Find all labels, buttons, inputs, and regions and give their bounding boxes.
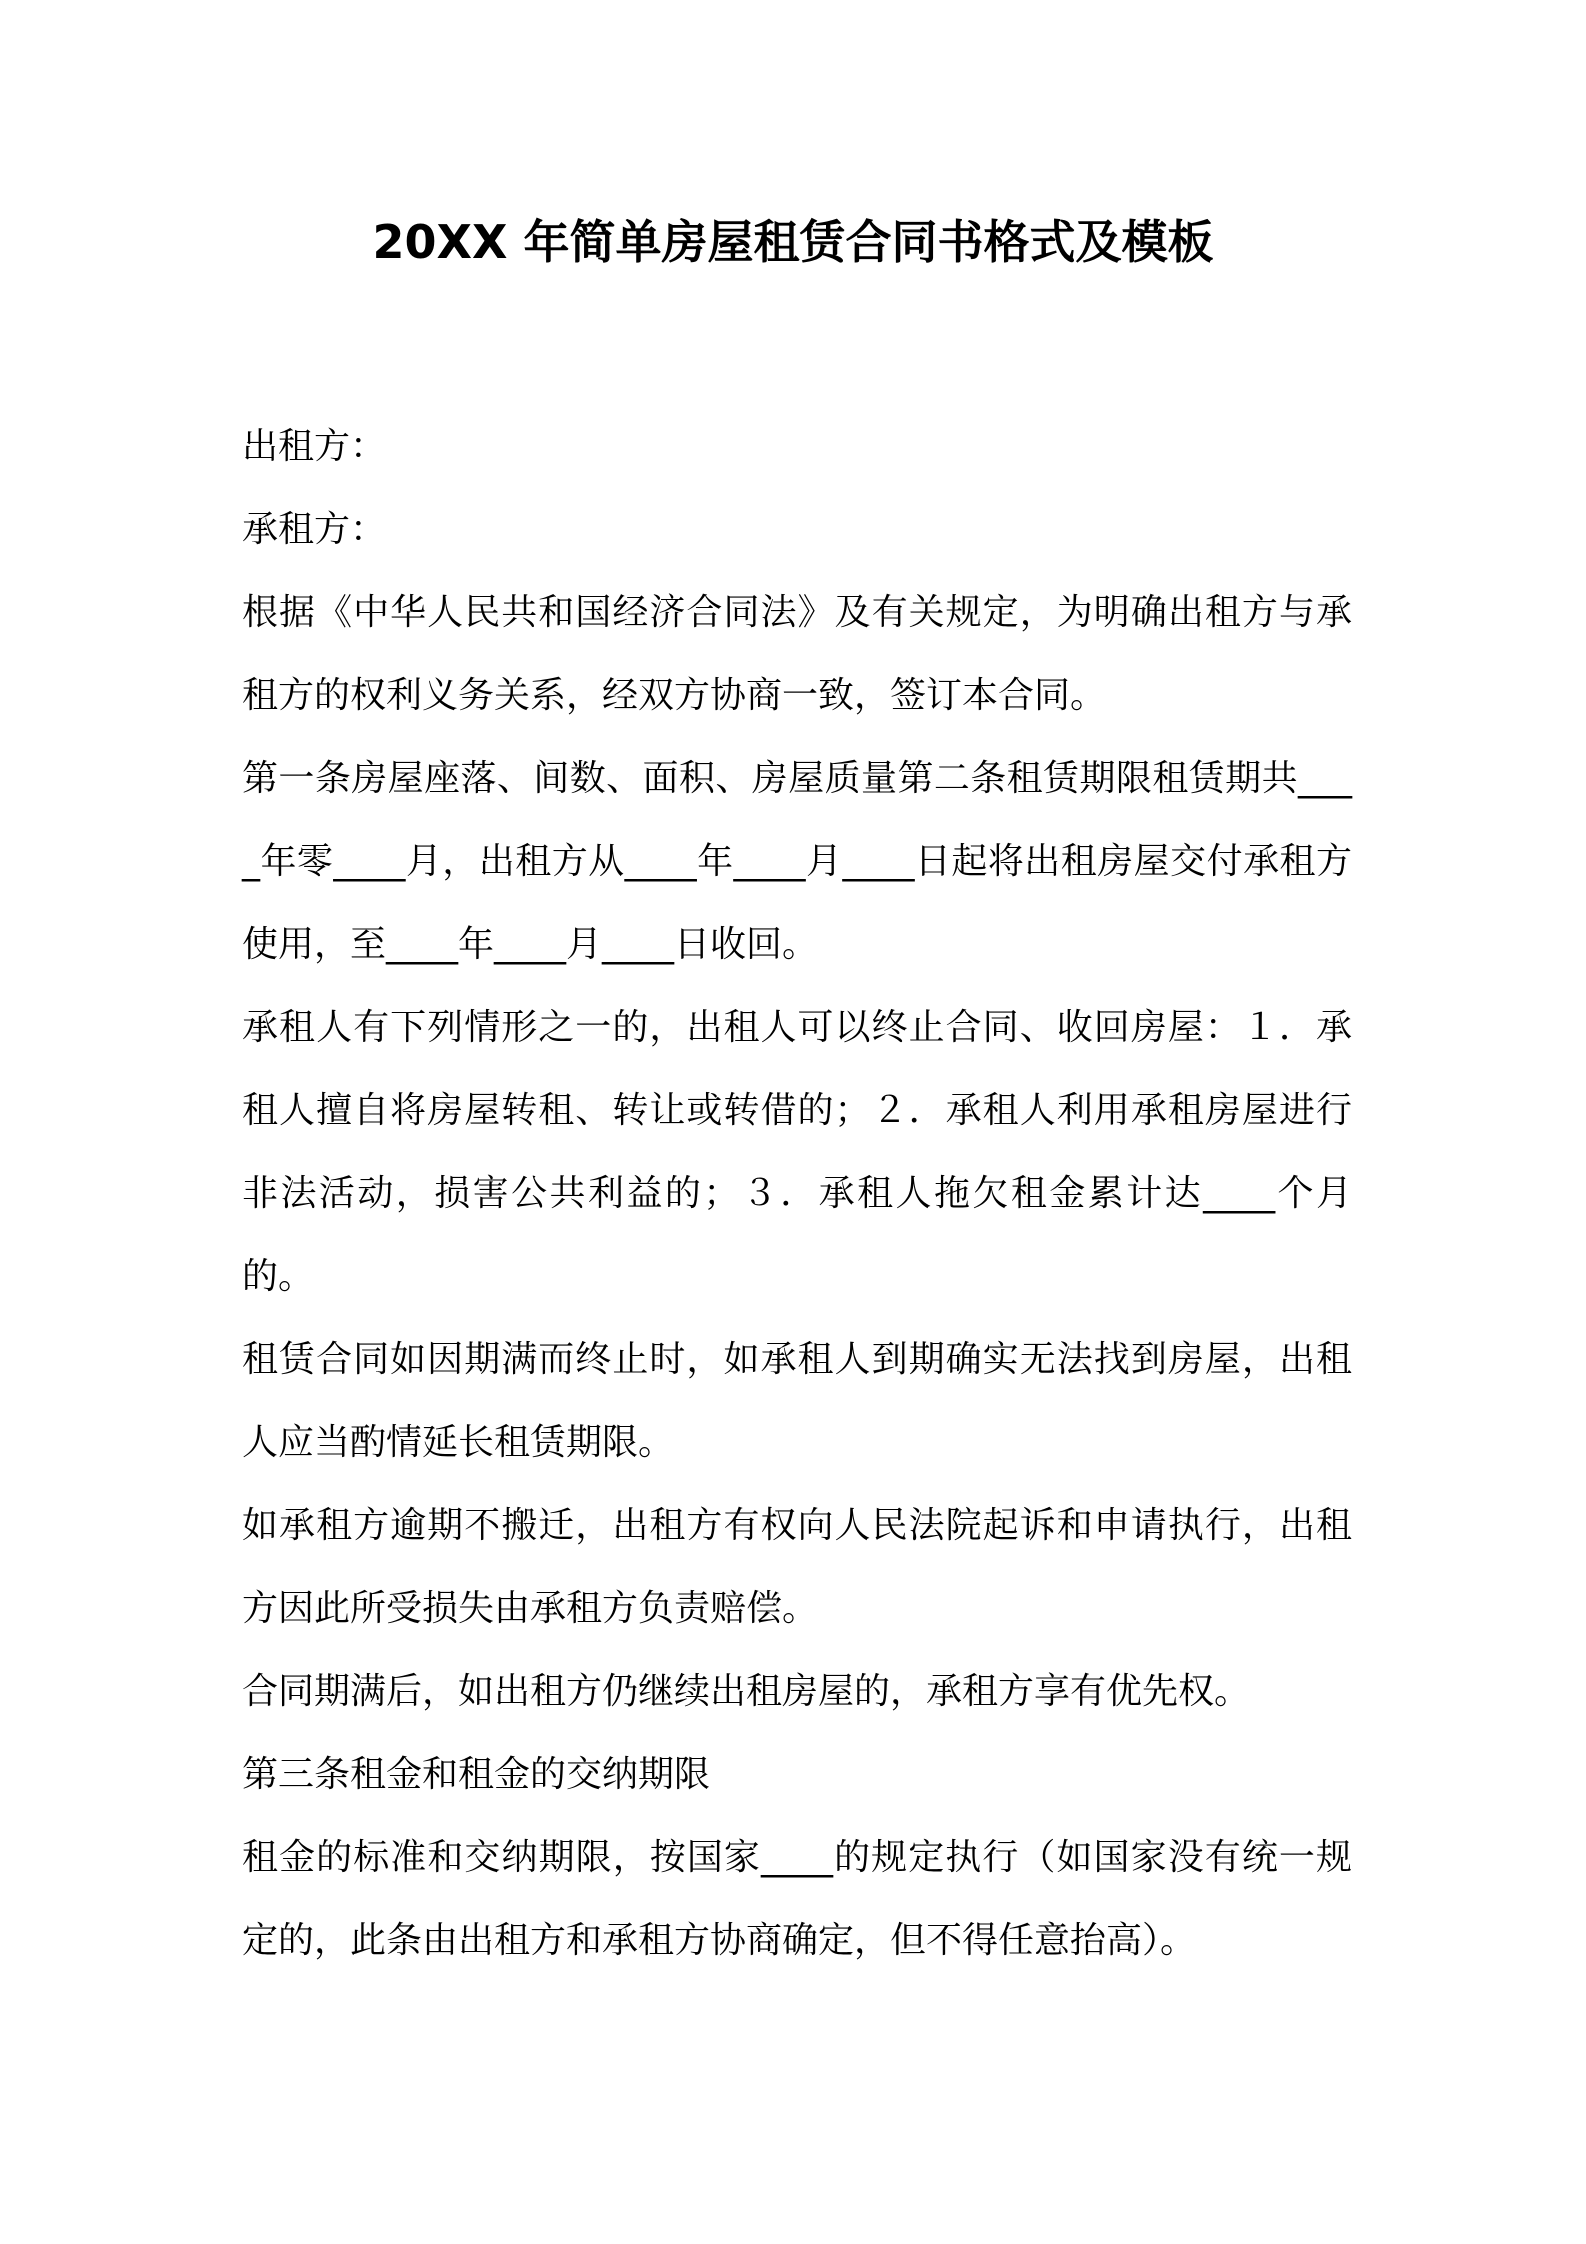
- paragraph-preamble: 根据《中华人民共和国经济合同法》及有关规定，为明确出租方与承租方的权利义务关系，经双方协商一致，签订本合同。: [242, 592, 1352, 716]
- paragraph-article-3-heading: 第三条租金和租金的交纳期限: [242, 1754, 711, 1795]
- paragraph-lessee: 承租方：: [242, 509, 387, 550]
- paragraph-extension: 租赁合同如因期满而终止时，如承租人到期确实无法找到房屋，出租人应当酌情延长租赁期限。: [242, 1339, 1352, 1463]
- document-body: [242, 405, 1352, 1982]
- document-title: 20XX 年简单房屋租赁合同书格式及模板: [372, 215, 1214, 269]
- paragraph-lessor: 出租方：: [242, 426, 387, 467]
- paragraph-article-1-2: 第一条房屋座落、间数、面积、房屋质量第二条租赁期限租赁期共____年零____月，出租方从____年____月____日起将出租房屋交付承租方使用，至____年____月____日收回。: [242, 758, 1352, 965]
- paragraph-eviction: 如承租方逾期不搬迁，出租方有权向人民法院起诉和申请执行，出租方因此所受损失由承租方负责赔偿。: [242, 1505, 1352, 1629]
- paragraph-termination: 承租人有下列情形之一的，出租人可以终止合同、收回房屋：１．承租人擅自将房屋转租、转让或转借的；２．承租人利用承租房屋进行非法活动，损害公共利益的；３．承租人拖欠租金累计达____个月的。: [242, 1007, 1352, 1297]
- paragraph-priority: 合同期满后，如出租方仍继续出租房屋的，承租方享有优先权。: [242, 1671, 1251, 1712]
- paragraph-rent-standard: 租金的标准和交纳期限，按国家____的规定执行（如国家没有统一规定的，此条由出租方和承租方协商确定，但不得任意抬高）。: [242, 1837, 1352, 1961]
